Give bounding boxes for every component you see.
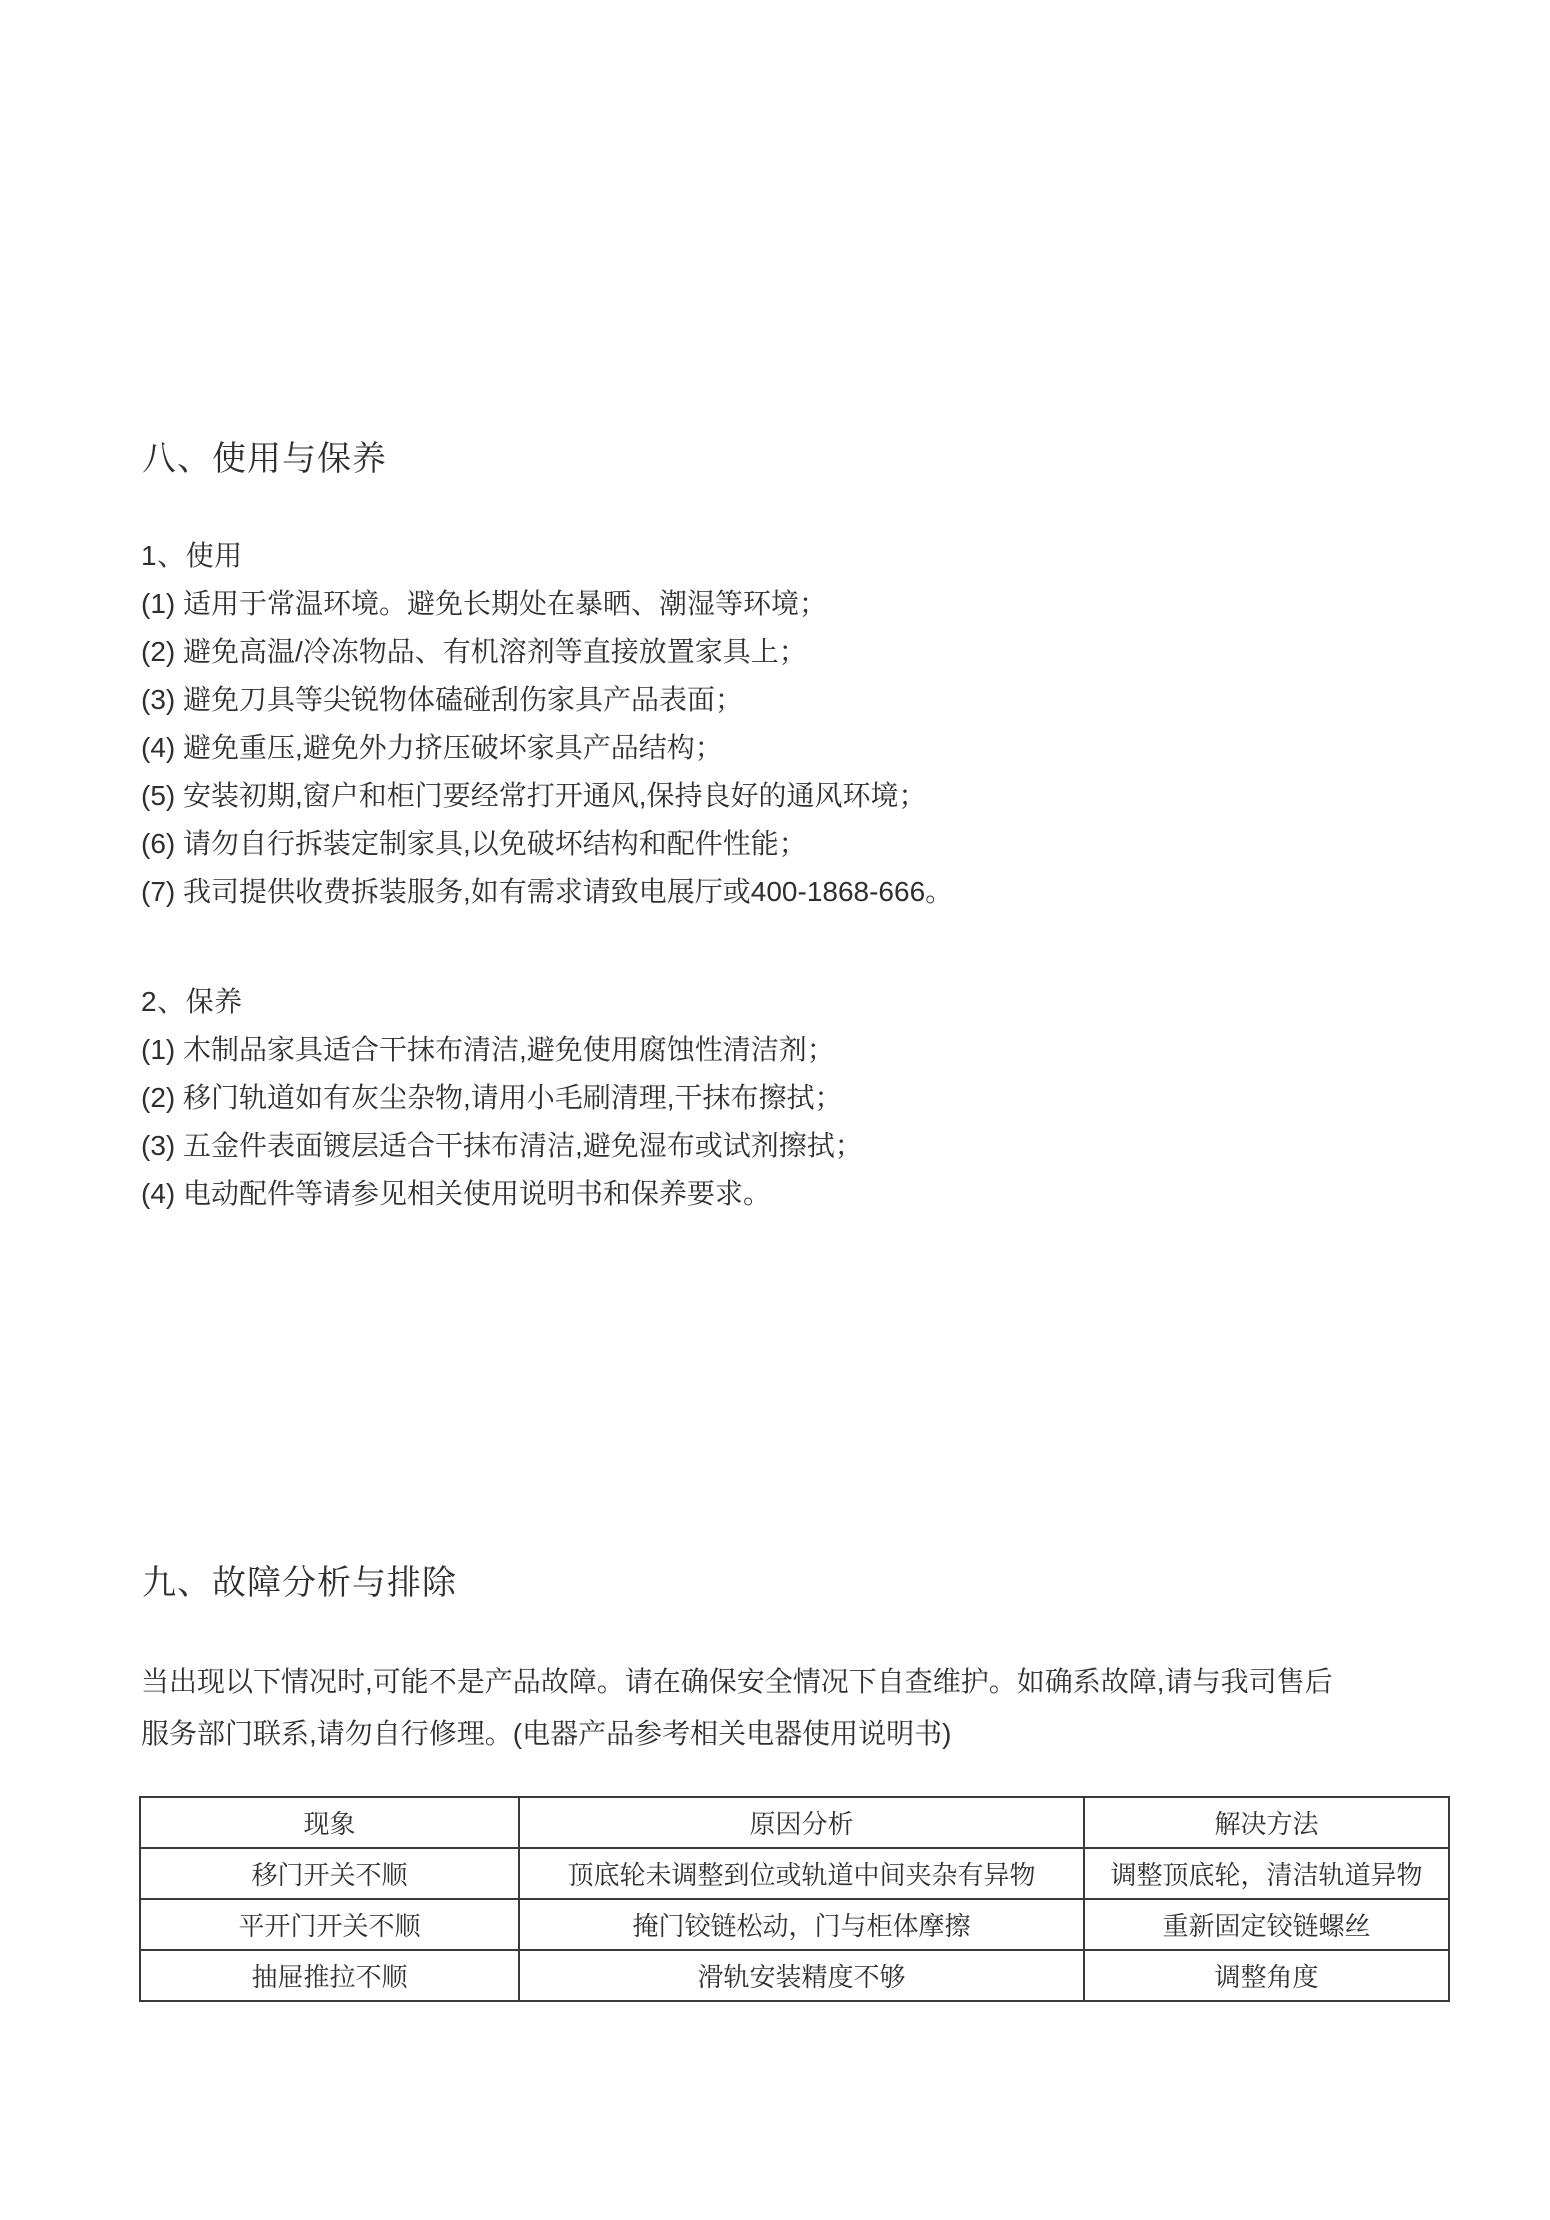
table-row: [140, 1950, 1449, 2001]
list-item: (4) 避免重压,避免外力挤压破坏家具产品结构；: [141, 732, 723, 763]
subsection-title-use: 1、使用: [141, 540, 243, 571]
cell-solution: 调整角度: [1084, 1950, 1449, 2001]
cell-cause: 顶底轮未调整到位或轨道中间夹杂有异物: [519, 1848, 1084, 1899]
list-item: (7) 我司提供收费拆装服务,如有需求请致电展厅或400-1868-666。: [141, 876, 954, 907]
list-item: (5) 安装初期,窗户和柜门要经常打开通风,保持良好的通风环境；: [141, 780, 927, 811]
list-item: (6) 请勿自行拆装定制家具,以免破坏结构和配件性能；: [141, 828, 807, 859]
table-row: [140, 1848, 1449, 1899]
list-item: (3) 五金件表面镀层适合干抹布清洁,避免湿布或试剂擦拭；: [141, 1130, 863, 1161]
use-list: [141, 532, 953, 916]
intro-line: 服务部门联系,请勿自行修理。(电器产品参考相关电器使用说明书): [141, 1718, 952, 1749]
section-title-use-and-care: 八、使用与保养: [142, 440, 387, 478]
list-item: (3) 避免刀具等尖锐物体磕碰刮伤家具产品表面；: [141, 684, 744, 715]
column-header-cause: 原因分析: [519, 1797, 1084, 1848]
care-list: [141, 978, 863, 1218]
troubleshooting-table-wrap: [139, 1796, 1450, 2002]
column-header-solution: 解决方法: [1084, 1797, 1449, 1848]
intro-line: 当出现以下情况时,可能不是产品故障。请在确保安全情况下自查维护。如确系故障,请与我司售后: [141, 1666, 1333, 1697]
list-item: (1) 木制品家具适合干抹布清洁,避免使用腐蚀性清洁剂；: [141, 1034, 835, 1065]
cell-cause: 掩门铰链松动，门与柜体摩擦: [519, 1899, 1084, 1950]
list-item: (2) 移门轨道如有灰尘杂物,请用小毛刷清理,干抹布擦拭；: [141, 1082, 843, 1113]
column-header-phenomenon: 现象: [140, 1797, 519, 1848]
cell-solution: 重新固定铰链螺丝: [1084, 1899, 1449, 1950]
list-item: (4) 电动配件等请参见相关使用说明书和保养要求。: [141, 1178, 772, 1209]
table-row: [140, 1899, 1449, 1950]
cell-phenomenon: 平开门开关不顺: [140, 1899, 519, 1950]
cell-solution: 调整顶底轮，清洁轨道异物: [1084, 1848, 1449, 1899]
troubleshooting-intro: [141, 1656, 1456, 1760]
subsection-title-care: 2、保养: [141, 986, 243, 1017]
cell-phenomenon: 抽屉推拉不顺: [140, 1950, 519, 2001]
section-title-troubleshooting: 九、故障分析与排除: [142, 1564, 457, 1602]
list-item: (1) 适用于常温环境。避免长期处在暴晒、潮湿等环境；: [141, 588, 828, 619]
cell-phenomenon: 移门开关不顺: [140, 1848, 519, 1899]
table-header-row: [140, 1797, 1449, 1848]
troubleshooting-table: [139, 1796, 1450, 2002]
cell-cause: 滑轨安装精度不够: [519, 1950, 1084, 2001]
list-item: (2) 避免高温/冷冻物品、有机溶剂等直接放置家具上；: [141, 636, 807, 667]
